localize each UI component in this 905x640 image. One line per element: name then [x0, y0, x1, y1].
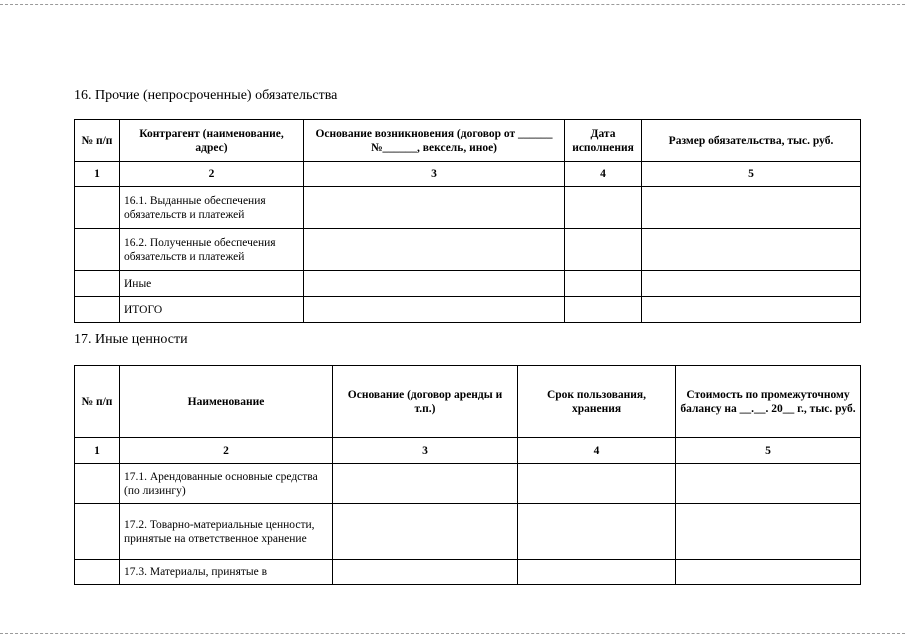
table-cell [676, 504, 861, 560]
column-number: 4 [518, 438, 676, 464]
column-header: Срок пользования, хранения [518, 366, 676, 438]
row-label: 17.1. Арендованные основные средства (по лизингу) [120, 464, 333, 504]
column-header: Стоимость по промежуточному балансу на __.__. 20__ г., тыс. руб. [676, 366, 861, 438]
table-row [75, 464, 861, 504]
table-cell [333, 464, 518, 504]
table-cell [642, 297, 861, 323]
column-header: Наименование [120, 366, 333, 438]
table-row [75, 297, 861, 323]
table-cell [304, 229, 565, 271]
table-cell [565, 229, 642, 271]
row-label: 17.2. Товарно-материальные ценности, принятые на ответственное хранение [120, 504, 333, 560]
column-number: 1 [75, 162, 120, 187]
column-number: 2 [120, 162, 304, 187]
table-cell [75, 297, 120, 323]
row-label: 17.3. Материалы, принятые в [120, 560, 333, 585]
column-header: Основание возникновения (договор от ______ №______, вексель, иное) [304, 120, 565, 162]
table-cell [75, 560, 120, 585]
table-row [75, 504, 861, 560]
column-header: № п/п [75, 120, 120, 162]
other-values-table [74, 365, 861, 585]
table-cell [518, 560, 676, 585]
table-header-row [75, 366, 861, 438]
row-label: 16.2. Полученные обеспечения обязательств и платежей [120, 229, 304, 271]
table-cell [75, 464, 120, 504]
column-header: Основание (договор аренды и т.п.) [333, 366, 518, 438]
column-number: 3 [333, 438, 518, 464]
column-number: 3 [304, 162, 565, 187]
column-number: 5 [676, 438, 861, 464]
table-cell [642, 229, 861, 271]
column-header: № п/п [75, 366, 120, 438]
column-header: Размер обязательства, тыс. руб. [642, 120, 861, 162]
table-cell [565, 271, 642, 297]
row-label: ИТОГО [120, 297, 304, 323]
column-number-row [75, 438, 861, 464]
table-cell [676, 464, 861, 504]
table-cell [565, 187, 642, 229]
table-cell [518, 504, 676, 560]
table-cell [565, 297, 642, 323]
table-cell [676, 560, 861, 585]
column-header: Дата исполнения [565, 120, 642, 162]
table-cell [75, 504, 120, 560]
column-header: Контрагент (наименование, адрес) [120, 120, 304, 162]
column-number: 1 [75, 438, 120, 464]
table-cell [333, 504, 518, 560]
table-cell [304, 297, 565, 323]
table-cell [642, 271, 861, 297]
section-17-title: 17. Иные ценности [74, 332, 188, 347]
section-16-title: 16. Прочие (непросроченные) обязательства [74, 88, 338, 103]
table-cell [75, 187, 120, 229]
scan-edge-bottom [0, 633, 905, 634]
column-number: 2 [120, 438, 333, 464]
table-cell [304, 271, 565, 297]
column-number-row [75, 162, 861, 187]
table-cell [75, 229, 120, 271]
other-liabilities-table [74, 119, 861, 323]
table-row [75, 187, 861, 229]
table-cell [333, 560, 518, 585]
table-row [75, 560, 861, 585]
table-cell [304, 187, 565, 229]
table-cell [75, 271, 120, 297]
scan-edge-top [0, 4, 905, 5]
table-row [75, 271, 861, 297]
column-number: 5 [642, 162, 861, 187]
table-cell [518, 464, 676, 504]
column-number: 4 [565, 162, 642, 187]
row-label: Иные [120, 271, 304, 297]
row-label: 16.1. Выданные обеспечения обязательств и платежей [120, 187, 304, 229]
table-cell [642, 187, 861, 229]
table-row [75, 229, 861, 271]
table-header-row [75, 120, 861, 162]
